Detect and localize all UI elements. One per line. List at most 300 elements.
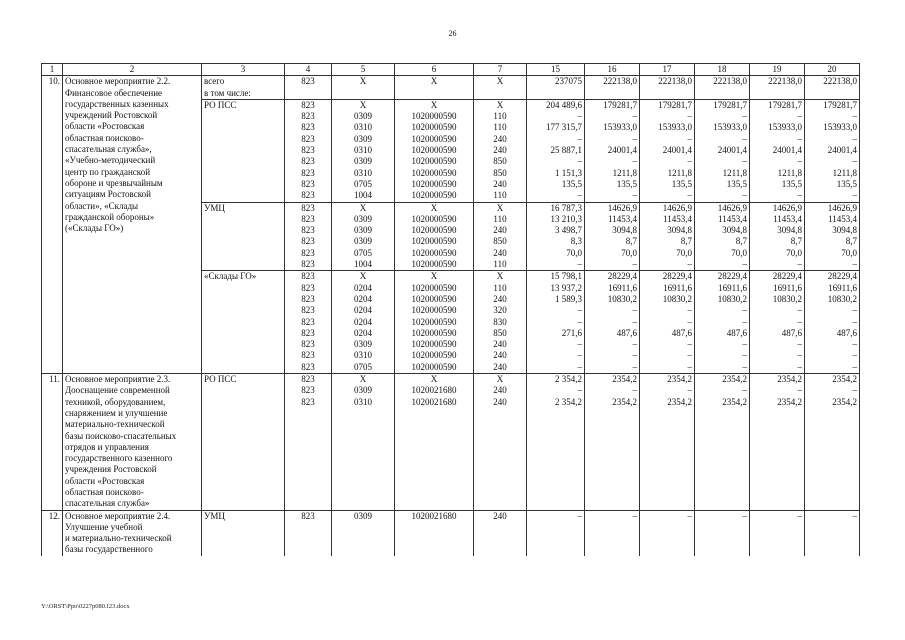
- value-cell: [285, 541, 332, 556]
- value-cell: 11453,4: [805, 214, 860, 225]
- value-cell: [585, 419, 640, 430]
- column-number-cell: 20: [805, 64, 860, 76]
- value-cell: 320: [474, 305, 527, 316]
- column-number-cell: 6: [395, 64, 474, 76]
- value-cell: 0310: [332, 397, 395, 408]
- value-cell: –: [750, 111, 805, 122]
- value-cell: [585, 476, 640, 487]
- value-cell: 16911,6: [805, 283, 860, 294]
- value-cell: –: [695, 362, 750, 374]
- value-cell: –: [585, 317, 640, 328]
- value-cell: –: [805, 362, 860, 374]
- value-cell: [474, 419, 527, 430]
- measure-name-line: областная поисково-: [65, 132, 144, 143]
- value-cell: 830: [474, 317, 527, 328]
- value-cell: 0309: [332, 214, 395, 225]
- value-cell: [805, 453, 860, 464]
- value-cell: 240: [474, 248, 527, 259]
- value-cell: 177 315,7: [527, 122, 585, 133]
- value-cell: 10830,2: [750, 294, 805, 305]
- value-cell: [474, 88, 527, 100]
- value-cell: 28229,4: [750, 271, 805, 283]
- value-cell: 2354,2: [805, 397, 860, 408]
- value-cell: 1020000590: [395, 283, 474, 294]
- value-cell: [640, 453, 695, 464]
- value-cell: [527, 442, 585, 453]
- value-cell: [585, 408, 640, 419]
- value-cell: 16911,6: [695, 283, 750, 294]
- value-cell: 1020000590: [395, 190, 474, 202]
- value-cell: [695, 541, 750, 556]
- value-cell: [640, 526, 695, 541]
- measure-name-line: Дооснащение современной: [65, 385, 170, 396]
- value-cell: 2354,2: [750, 397, 805, 408]
- value-cell: 1211,8: [585, 168, 640, 179]
- value-cell: [585, 431, 640, 442]
- value-cell: –: [750, 339, 805, 350]
- measure-name-line: отрядов и управления: [65, 441, 149, 452]
- value-cell: [695, 442, 750, 453]
- value-cell: 0309: [332, 339, 395, 350]
- value-cell: 11453,4: [640, 214, 695, 225]
- value-cell: [750, 442, 805, 453]
- value-cell: 0705: [332, 362, 395, 374]
- value-cell: Х: [332, 374, 395, 386]
- value-cell: [332, 476, 395, 487]
- value-cell: Х: [474, 271, 527, 283]
- value-cell: 823: [285, 328, 332, 339]
- value-cell: [285, 453, 332, 464]
- value-cell: 135,5: [750, 179, 805, 190]
- value-cell: 0309: [332, 156, 395, 167]
- value-cell: –: [640, 350, 695, 361]
- value-cell: Х: [395, 374, 474, 386]
- value-cell: 823: [285, 134, 332, 145]
- value-cell: 823: [285, 236, 332, 247]
- value-cell: [695, 498, 750, 510]
- value-cell: 8,7: [585, 236, 640, 247]
- value-cell: Х: [474, 99, 527, 111]
- value-cell: 823: [285, 397, 332, 408]
- value-cell: 13 937,2: [527, 283, 585, 294]
- measure-name-line: учреждения Ростовской: [65, 464, 157, 475]
- value-cell: 1020000590: [395, 350, 474, 361]
- value-cell: –: [527, 510, 585, 526]
- value-cell: 2354,2: [640, 397, 695, 408]
- value-cell: 3094,8: [805, 225, 860, 236]
- measure-name: [63, 76, 202, 374]
- value-cell: [474, 541, 527, 556]
- value-cell: [527, 526, 585, 541]
- measure-name-line: гражданской обороны»: [65, 211, 155, 222]
- value-cell: Х: [332, 271, 395, 283]
- value-cell: 3094,8: [750, 225, 805, 236]
- value-cell: [332, 431, 395, 442]
- value-cell: 240: [474, 350, 527, 361]
- value-cell: [395, 476, 474, 487]
- value-cell: 222138,0: [640, 76, 695, 88]
- value-cell: 237075: [527, 76, 585, 88]
- value-cell: [285, 442, 332, 453]
- value-cell: 14626,9: [695, 202, 750, 214]
- value-cell: [805, 541, 860, 556]
- value-cell: –: [695, 385, 750, 396]
- value-cell: –: [695, 339, 750, 350]
- budget-table: [41, 63, 860, 556]
- value-cell: –: [695, 350, 750, 361]
- column-number-cell: 4: [285, 64, 332, 76]
- value-cell: 1020000590: [395, 294, 474, 305]
- value-cell: –: [527, 385, 585, 396]
- value-cell: 16911,6: [585, 283, 640, 294]
- value-cell: 0204: [332, 328, 395, 339]
- value-cell: 10830,2: [585, 294, 640, 305]
- value-cell: 271,6: [527, 328, 585, 339]
- value-cell: 1211,8: [695, 168, 750, 179]
- executor-label-line: всего: [204, 76, 225, 87]
- value-cell: [750, 541, 805, 556]
- value-cell: 3094,8: [640, 225, 695, 236]
- value-cell: 823: [285, 350, 332, 361]
- value-cell: [695, 431, 750, 442]
- value-cell: –: [805, 339, 860, 350]
- value-cell: –: [750, 317, 805, 328]
- value-cell: [695, 464, 750, 475]
- value-cell: [474, 476, 527, 487]
- value-cell: 240: [474, 145, 527, 156]
- value-cell: [805, 487, 860, 498]
- value-cell: 1004: [332, 190, 395, 202]
- measure-name-line: снаряжением и улучшение: [65, 407, 168, 418]
- value-cell: [527, 476, 585, 487]
- value-cell: [640, 431, 695, 442]
- table-row: [42, 510, 860, 526]
- measure-name-line: центр по гражданской: [65, 166, 151, 177]
- value-cell: 15 798,1: [527, 271, 585, 283]
- value-cell: 0309: [332, 510, 395, 526]
- value-cell: 110: [474, 283, 527, 294]
- value-cell: 1020000590: [395, 328, 474, 339]
- value-cell: 179281,7: [585, 99, 640, 111]
- value-cell: [750, 476, 805, 487]
- value-cell: [285, 464, 332, 475]
- value-cell: 823: [285, 385, 332, 396]
- value-cell: [332, 88, 395, 100]
- value-cell: –: [640, 362, 695, 374]
- value-cell: 0310: [332, 350, 395, 361]
- value-cell: [640, 476, 695, 487]
- value-cell: 1020000590: [395, 339, 474, 350]
- value-cell: 179281,7: [805, 99, 860, 111]
- value-cell: 2354,2: [585, 397, 640, 408]
- value-cell: –: [640, 305, 695, 316]
- value-cell: 8,7: [805, 236, 860, 247]
- value-cell: [285, 498, 332, 510]
- value-cell: –: [750, 350, 805, 361]
- value-cell: [527, 487, 585, 498]
- column-number-cell: 5: [332, 64, 395, 76]
- value-cell: –: [585, 111, 640, 122]
- measure-name-line: («Склады ГО»): [65, 223, 124, 234]
- value-cell: –: [585, 305, 640, 316]
- value-cell: 1 151,3: [527, 168, 585, 179]
- measure-name-line: ситуациям Ростовской: [65, 189, 151, 200]
- value-cell: [640, 419, 695, 430]
- value-cell: 222138,0: [750, 76, 805, 88]
- value-cell: 0204: [332, 317, 395, 328]
- value-cell: [640, 408, 695, 419]
- value-cell: 850: [474, 168, 527, 179]
- value-cell: 823: [285, 190, 332, 202]
- value-cell: 240: [474, 225, 527, 236]
- value-cell: [527, 419, 585, 430]
- value-cell: 823: [285, 305, 332, 316]
- value-cell: 153933,0: [805, 122, 860, 133]
- value-cell: [332, 419, 395, 430]
- value-cell: [750, 464, 805, 475]
- value-cell: 823: [285, 111, 332, 122]
- executor-label-line: УМЦ: [204, 510, 225, 521]
- value-cell: –: [640, 156, 695, 167]
- value-cell: [805, 88, 860, 100]
- value-cell: [474, 431, 527, 442]
- value-cell: 2354,2: [695, 397, 750, 408]
- value-cell: 1004: [332, 259, 395, 271]
- value-cell: 3094,8: [585, 225, 640, 236]
- value-cell: [395, 408, 474, 419]
- value-cell: 16911,6: [640, 283, 695, 294]
- column-number-cell: 18: [695, 64, 750, 76]
- value-cell: 823: [285, 214, 332, 225]
- value-cell: 222138,0: [585, 76, 640, 88]
- value-cell: 850: [474, 156, 527, 167]
- value-cell: [285, 526, 332, 541]
- value-cell: 28229,4: [585, 271, 640, 283]
- value-cell: 179281,7: [695, 99, 750, 111]
- executor-label-line: в том числе:: [204, 87, 251, 98]
- value-cell: [527, 541, 585, 556]
- value-cell: 153933,0: [585, 122, 640, 133]
- value-cell: 1020000590: [395, 122, 474, 133]
- value-cell: 0705: [332, 248, 395, 259]
- value-cell: 240: [474, 339, 527, 350]
- value-cell: [285, 476, 332, 487]
- value-cell: [332, 498, 395, 510]
- value-cell: Х: [395, 271, 474, 283]
- column-number-cell: 19: [750, 64, 805, 76]
- value-cell: Х: [332, 99, 395, 111]
- value-cell: –: [805, 350, 860, 361]
- value-cell: [527, 464, 585, 475]
- value-cell: [695, 408, 750, 419]
- executor-label: [202, 374, 285, 511]
- value-cell: 823: [285, 145, 332, 156]
- executor-label: [202, 510, 285, 556]
- value-cell: –: [585, 339, 640, 350]
- value-cell: Х: [474, 374, 527, 386]
- table-row: [42, 374, 860, 386]
- value-cell: [285, 431, 332, 442]
- value-cell: 0310: [332, 168, 395, 179]
- value-cell: 8,7: [750, 236, 805, 247]
- value-cell: 823: [285, 317, 332, 328]
- value-cell: 1020000590: [395, 236, 474, 247]
- value-cell: –: [750, 385, 805, 396]
- value-cell: 28229,4: [695, 271, 750, 283]
- value-cell: [285, 88, 332, 100]
- measure-name-line: спасательная служба»: [65, 498, 150, 509]
- measure-name-line: государственных казенных: [65, 98, 169, 109]
- value-cell: 2354,2: [640, 374, 695, 386]
- value-cell: 16 787,3: [527, 202, 585, 214]
- item-number: 11.: [42, 374, 63, 511]
- value-cell: –: [527, 134, 585, 145]
- value-cell: –: [750, 156, 805, 167]
- value-cell: [640, 464, 695, 475]
- value-cell: [527, 431, 585, 442]
- executor-label-line: «Склады ГО»: [204, 271, 257, 282]
- value-cell: 823: [285, 362, 332, 374]
- value-cell: –: [695, 305, 750, 316]
- value-cell: –: [585, 190, 640, 202]
- value-cell: [395, 498, 474, 510]
- column-number-cell: 3: [202, 64, 285, 76]
- value-cell: [640, 541, 695, 556]
- value-cell: –: [805, 156, 860, 167]
- value-cell: [805, 431, 860, 442]
- value-cell: –: [640, 190, 695, 202]
- measure-name-line: Финансовое обеспечение: [65, 87, 163, 98]
- value-cell: –: [527, 190, 585, 202]
- value-cell: [585, 453, 640, 464]
- value-cell: [750, 88, 805, 100]
- value-cell: Х: [395, 202, 474, 214]
- value-cell: 14626,9: [750, 202, 805, 214]
- value-cell: –: [585, 385, 640, 396]
- value-cell: –: [695, 259, 750, 271]
- value-cell: –: [527, 259, 585, 271]
- value-cell: 70,0: [585, 248, 640, 259]
- page-number: 26: [448, 29, 457, 38]
- value-cell: 240: [474, 510, 527, 526]
- value-cell: [474, 442, 527, 453]
- value-cell: [805, 498, 860, 510]
- value-cell: –: [585, 156, 640, 167]
- value-cell: 823: [285, 339, 332, 350]
- value-cell: –: [640, 134, 695, 145]
- executor-label-line: РО ПСС: [204, 374, 237, 385]
- value-cell: 0204: [332, 305, 395, 316]
- value-cell: [750, 419, 805, 430]
- value-cell: [750, 487, 805, 498]
- value-cell: 1211,8: [805, 168, 860, 179]
- value-cell: [750, 498, 805, 510]
- measure-name-line: области «Ростовская: [65, 121, 145, 132]
- value-cell: 2 354,2: [527, 374, 585, 386]
- value-cell: 10830,2: [805, 294, 860, 305]
- value-cell: 0309: [332, 225, 395, 236]
- value-cell: 1020000590: [395, 111, 474, 122]
- measure-name-line: базы поисково-спасательных: [65, 430, 177, 441]
- value-cell: 153933,0: [640, 122, 695, 133]
- value-cell: 16911,6: [750, 283, 805, 294]
- value-cell: [474, 526, 527, 541]
- value-cell: –: [805, 259, 860, 271]
- value-cell: 110: [474, 190, 527, 202]
- value-cell: Х: [332, 202, 395, 214]
- value-cell: [395, 464, 474, 475]
- file-path-footer: Y:\ORST\Ppo\0227p080.f23.docx: [41, 603, 130, 610]
- value-cell: [805, 442, 860, 453]
- value-cell: 0309: [332, 385, 395, 396]
- value-cell: 24001,4: [585, 145, 640, 156]
- value-cell: 1020000590: [395, 156, 474, 167]
- value-cell: 0204: [332, 283, 395, 294]
- value-cell: 28229,4: [805, 271, 860, 283]
- value-cell: [585, 498, 640, 510]
- value-cell: 135,5: [527, 179, 585, 190]
- measure-name-line: спасательная служба»,: [65, 144, 152, 155]
- measure-name-line: базы государственного: [65, 544, 153, 555]
- value-cell: [474, 487, 527, 498]
- value-cell: 2354,2: [585, 374, 640, 386]
- value-cell: 823: [285, 294, 332, 305]
- value-cell: –: [527, 362, 585, 374]
- column-number-cell: 7: [474, 64, 527, 76]
- value-cell: 240: [474, 385, 527, 396]
- value-cell: [527, 453, 585, 464]
- value-cell: 24001,4: [695, 145, 750, 156]
- value-cell: 222138,0: [695, 76, 750, 88]
- value-cell: 135,5: [805, 179, 860, 190]
- value-cell: 110: [474, 214, 527, 225]
- value-cell: 823: [285, 202, 332, 214]
- value-cell: 10830,2: [640, 294, 695, 305]
- value-cell: 110: [474, 111, 527, 122]
- value-cell: [285, 408, 332, 419]
- value-cell: 487,6: [640, 328, 695, 339]
- value-cell: 110: [474, 259, 527, 271]
- value-cell: [695, 88, 750, 100]
- value-cell: –: [805, 385, 860, 396]
- value-cell: 1020000590: [395, 214, 474, 225]
- value-cell: [527, 88, 585, 100]
- value-cell: 823: [285, 283, 332, 294]
- value-cell: –: [695, 510, 750, 526]
- value-cell: [695, 476, 750, 487]
- executor-label: [202, 99, 285, 202]
- value-cell: –: [805, 111, 860, 122]
- value-cell: 3 498,7: [527, 225, 585, 236]
- value-cell: 24001,4: [640, 145, 695, 156]
- measure-name-line: учреждений Ростовской: [65, 110, 158, 121]
- value-cell: [750, 431, 805, 442]
- value-cell: 1020021680: [395, 385, 474, 396]
- value-cell: [527, 498, 585, 510]
- value-cell: [332, 526, 395, 541]
- value-cell: [750, 526, 805, 541]
- measure-name-line: государственного казенного: [65, 453, 173, 464]
- value-cell: 1020021680: [395, 397, 474, 408]
- value-cell: 487,6: [750, 328, 805, 339]
- value-cell: 850: [474, 236, 527, 247]
- value-cell: 823: [285, 374, 332, 386]
- value-cell: [395, 431, 474, 442]
- value-cell: 28229,4: [640, 271, 695, 283]
- value-cell: 823: [285, 248, 332, 259]
- value-cell: [585, 442, 640, 453]
- value-cell: 14626,9: [640, 202, 695, 214]
